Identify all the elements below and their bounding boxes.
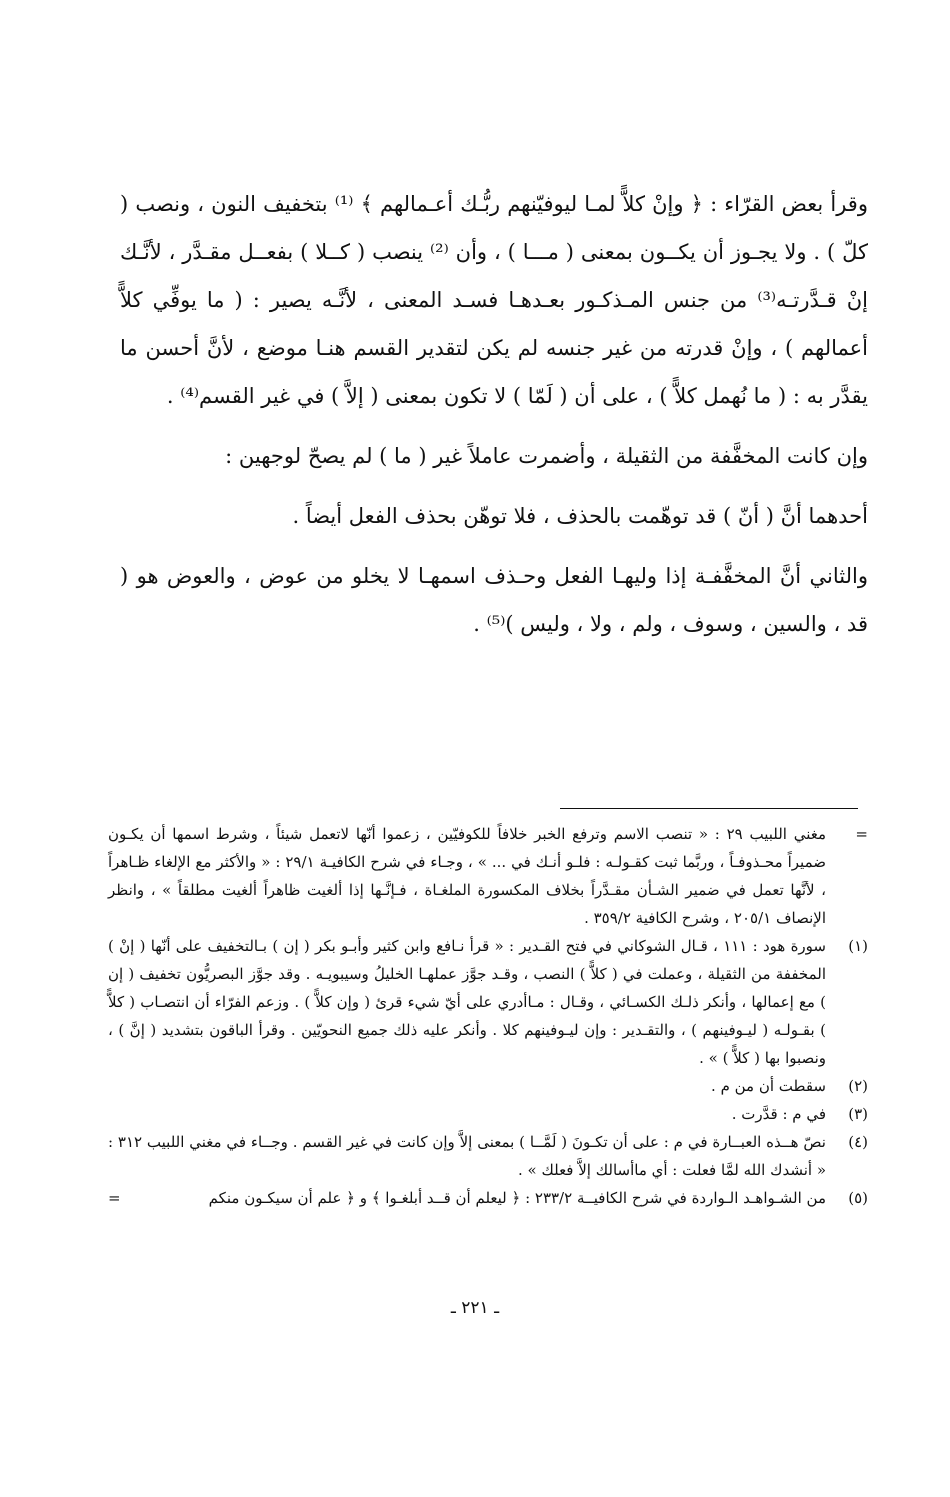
continuation-mark: = [108,1189,121,1207]
footnote-5 [108,1184,868,1212]
paragraph-2: وإن كانت المخفَّفة من الثقيلة ، وأضمرت عاملاً غير ( ما ) لم يصحّ لوجهين : [225,444,868,468]
footnote-number: (٤) [848,1133,868,1151]
footnote-text: سورة هود : ١١١ ، قـال الشوكاني في فتح القـدير : « قرأ نـافع وابن كثير وأبـو بكر ( إن ) بـالتخفيف على أنّها ( إنْ ) المخففة من الثقيلة ، وعملت في ( كلاًّ ) النصب ، وقـد جوَّز عملهـا الخليلُ وسيبويـه . وقد جوَّز البصريُّون تخفيف ( إن ) مع إعمالها ، وأنكر ذلـك الكسـائي ، وقـال : مـاأدري على أيّ شيء قرئ ( وإن كلاًّ ) . وزعم الفرّاء أن انتصـاب ( كلاًّ ) بقـولـه ( ليـوفينهم ) ، والتقـدير : وإن ليـوفينهم كلا . وأنكر عليه ذلك جميع النحويّين . وقرأ الباقون بتشديد ( إنَّ ) ، ونصبوا بها ( كلاًّ ) » . [108,937,826,1067]
paragraph-4: والثاني أنَّ المخفَّفـة إذا وليهـا الفعل وحـذف اسمهـا لا يخلو من عوض ، والعوض هو ( قد ، والسين ، وسوف ، ولم ، ولا ، وليس )⁽⁵⁾ . [120,564,868,636]
page-number: ـ ٢٢١ ـ [450,1298,500,1318]
footnote-text: نصّ هــذه العبــارة في م : على أن تكـونَ ( لَمَّــا ) بمعنى إلاَّ وإن كانت في غير القسم . وجــاء في مغني اللبيب ٣١٢ : « أنشدك الله لمَّا فعلت : أي ماأسالك إلاَّ فعلك » . [108,1133,826,1179]
footnote-continued [108,820,868,932]
footnote-marker: = [855,825,868,843]
footnote-text: سقطت أن من م . [711,1077,826,1095]
footnote-text: في م : قدَّرت . [731,1105,826,1123]
paragraph-3: أحدهما أنَّ ( أنّ ) قد توهّمت بالحذف ، فلا توهّن بحذف الفعل أيضاً . [292,504,868,528]
footnote-number: (٣) [848,1105,868,1123]
footnote-separator [560,808,858,809]
footnote-number: (٥) [848,1189,868,1207]
footnote-1 [108,932,868,1072]
footnote-4 [108,1128,868,1184]
paragraph-1: وقرأ بعض القرّاء : ﴿ وإنْ كلاًّ لمـا ليوفيّنهم ربُّـك أعـمالهم ﴾ ⁽¹⁾ بتخفيف النون ، ونصب ( كلّ ) . ولا يجـوز أن يكــون بمعنى ( مـــا ) ، وأن ⁽²⁾ ينصب ( كــلا ) بفعــل مقـدَّر ، لأنَّـك إنْ قـدَّرتـه⁽³⁾ من جنس المـذكـور بعـدهـا فسـد المعنى ، لأنَّـه يصير : ( ما يوفِّي كلاًّ أعمالهم ) ، وإنْ قدرته من غير جنسه لم يكن لتقدير القسم هنـا موضع ، لأنَّ أحسن ما يقدَّر به : ( ما نُهمل كلاًّ ) ، على أن ( لَمّا ) لا تكون بمعنى ( إلاَّ ) في غير القسم⁽⁴⁾ . [120,192,868,408]
footnote-text: من الشـواهـد الـواردة في شرح الكافيــة ٢٣٣/٢ : ﴿ ليعلم أن قــد أبلغـوا ﴾ و ﴿ علم أن سيكـون منكم [208,1189,826,1207]
footnote-3 [108,1100,868,1128]
footnote-text: مغني اللبيب ٢٩ : « تنصب الاسم وترفع الخبر خلافاً للكوفيّين ، زعموا أنّها لاتعمل شيئاً ، وشرط اسمها أن يكـون ضميراً محـذوفـاً ، وربَّما ثبت كقـولـه : فلـو أنـك في ... » ، وجـاء في شرح الكافيـة ٢٩/١ : « والأكثر مع الإلغاء ظـاهراً ، لأنَّها تعمل في ضمير الشـأن مقـدَّراً بخلاف المكسورة الملغـاة ، فـإنَّـها إذا ألغيت ظاهراً ألغيت مطلقاً » ، وانظر الإنصاف ٢٠٥/١ ، وشرح الكافية ٣٥٩/٢ . [108,825,826,927]
footnotes [108,820,868,1212]
main-text [120,180,868,648]
footnote-2 [108,1072,868,1100]
footnote-number: (١) [848,937,868,955]
footnote-number: (٢) [848,1077,868,1095]
